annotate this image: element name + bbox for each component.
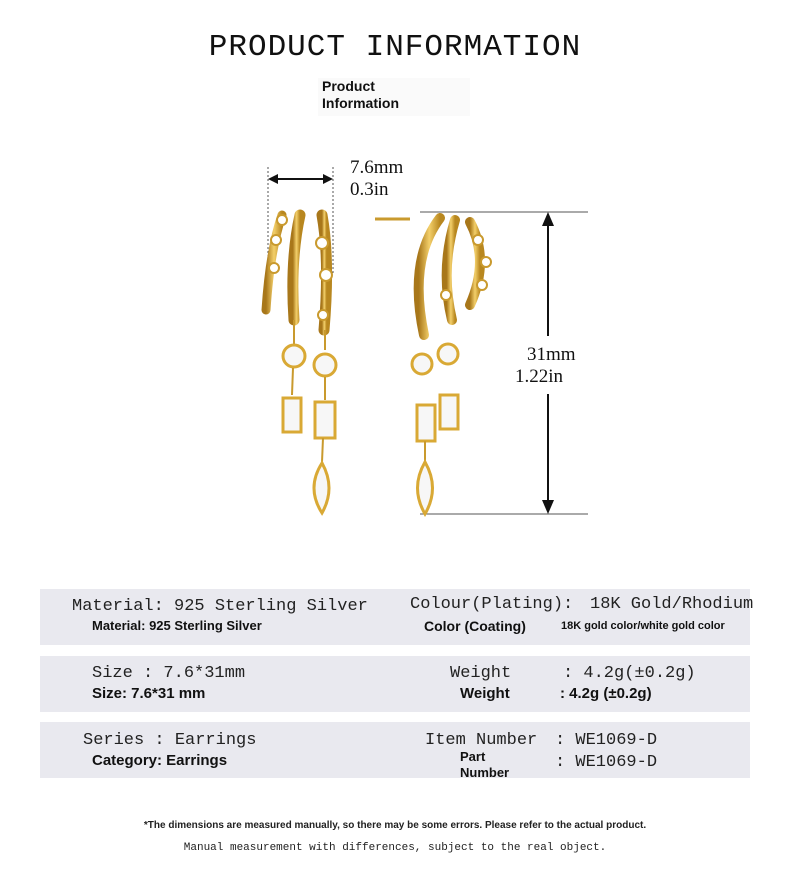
earring-front — [266, 215, 336, 513]
part-number-label-2: Number — [460, 765, 510, 780]
colour-label: Colour(Plating): — [410, 595, 574, 614]
part-number-value: : WE1069-D — [555, 753, 658, 772]
series-sub-label: Category: Earrings — [92, 752, 228, 769]
footer-note: *The dimensions are measured manually, so there may be some errors. Please refer to the actual product. — [143, 820, 647, 831]
page-title: PRODUCT INFORMATION — [208, 30, 582, 65]
height-mm-label: 31mm — [527, 344, 576, 365]
size-label: Size : 7.6*31mm — [92, 664, 246, 683]
color-sub-value: 18K gold color/white gold color — [561, 620, 725, 632]
subtitle-line-1: Product — [322, 78, 375, 94]
material-sub-label: Material: 925 Sterling Silver — [92, 618, 262, 633]
height-in-label: 1.22in — [515, 366, 564, 387]
width-in-label: 0.3in — [350, 179, 389, 200]
footer-note-mono: Manual measurement with differences, subject to the real object. — [183, 842, 607, 854]
item-number-label: Item Number — [425, 731, 538, 750]
width-mm-label: 7.6mm — [350, 157, 404, 178]
item-number-value: : WE1069-D — [555, 731, 658, 750]
material-label: Material: 925 Sterling Silver — [72, 597, 368, 616]
weight-value: : 4.2g(±0.2g) — [563, 664, 696, 683]
weight-sub-label: Weight — [460, 685, 510, 702]
weight-sub-value: : 4.2g (±0.2g) — [560, 685, 652, 702]
subtitle-line-2: Information — [322, 95, 399, 111]
size-sub-label: Size: 7.6*31 mm — [92, 685, 206, 702]
colour-value: 18K Gold/Rhodium — [590, 595, 754, 614]
weight-label: Weight — [450, 664, 512, 683]
color-sub-label: Color (Coating) — [424, 618, 526, 634]
part-number-label-1: Part — [460, 749, 486, 764]
series-label: Series : Earrings — [83, 731, 257, 750]
earring-side — [375, 218, 491, 514]
